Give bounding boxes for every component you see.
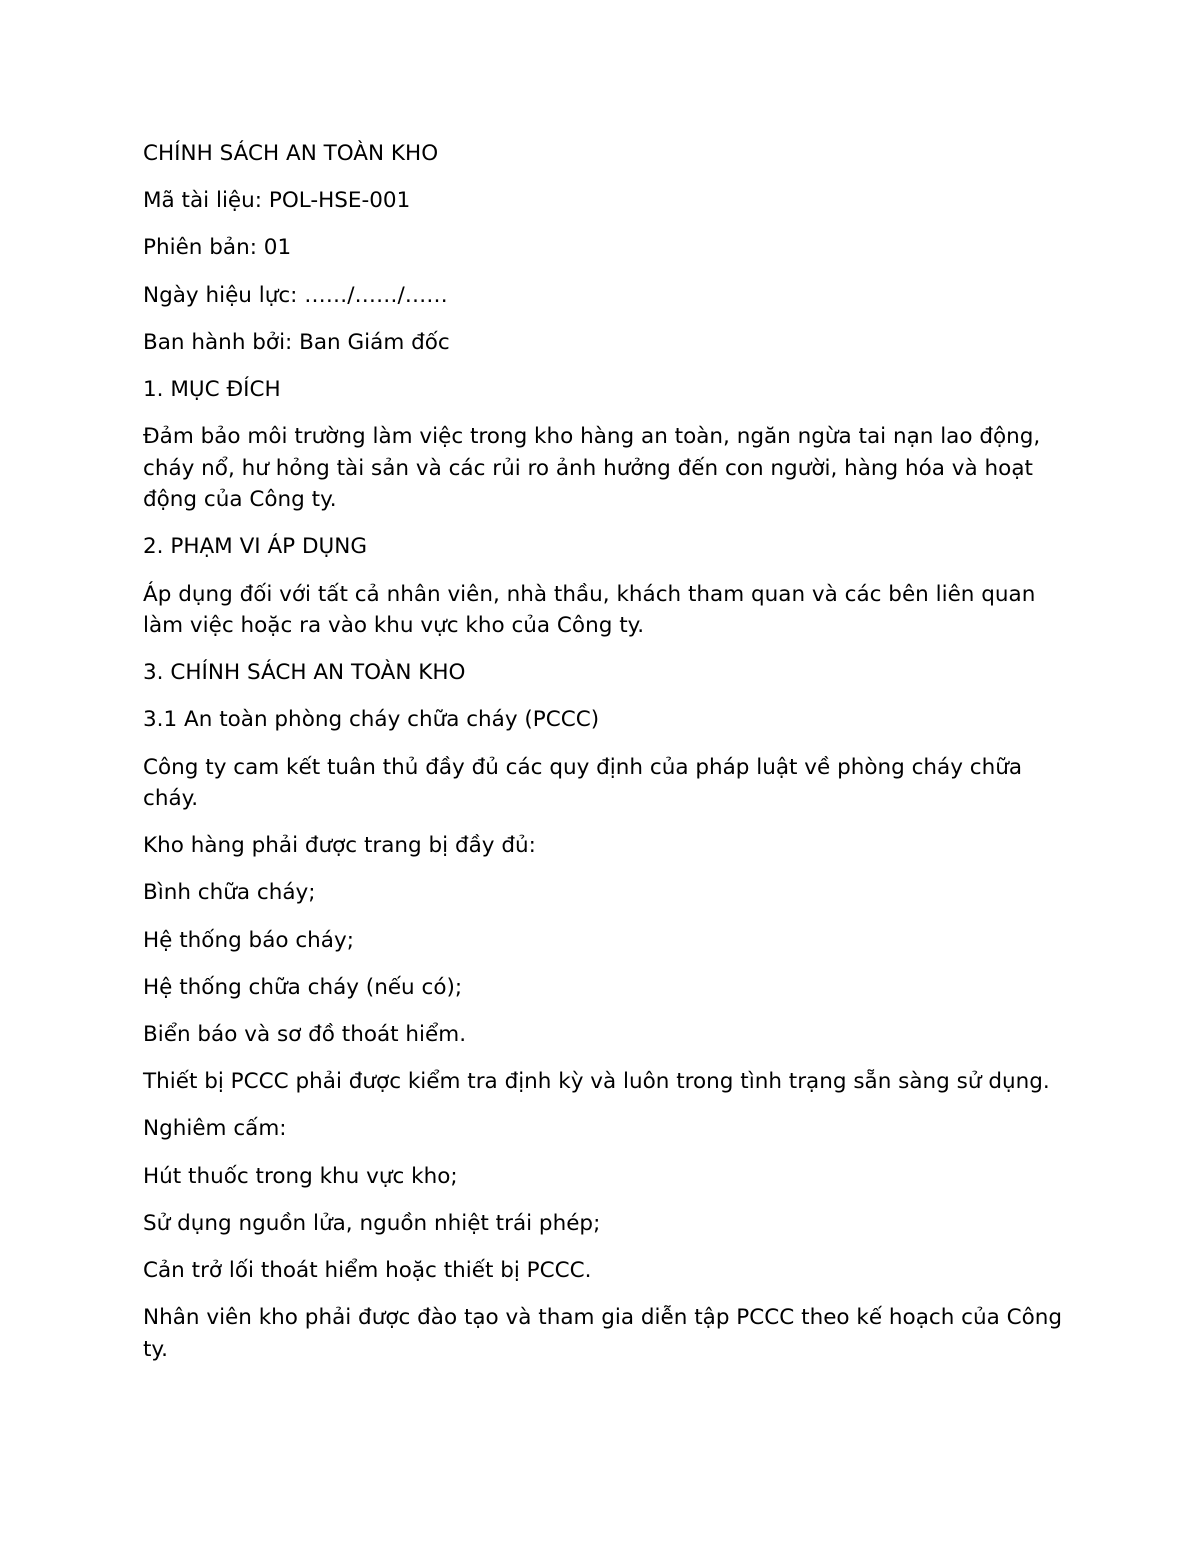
paragraph-inspection: Thiết bị PCCC phải được kiểm tra định kỳ và luôn trong tình trạng sẵn sàng sử dụng. [143,1069,1050,1095]
paragraph-equipment-intro: Kho hàng phải được trang bị đầy đủ: [143,833,536,859]
list-item-no-fire-sources: Sử dụng nguồn lửa, nguồn nhiệt trái phép; [143,1210,601,1236]
document-version: Phiên bản: 01 [143,235,292,261]
section-heading-policy: 3. CHÍNH SÁCH AN TOÀN KHO [143,660,466,686]
paragraph-scope: Áp dụng đối với tất cả nhân viên, nhà thầu, khách tham quan và các bên liên quan làm việc hoặc ra vào khu vực kho của Công ty. [143,581,1036,638]
document-effective-date: Ngày hiệu lực: ……/……/…… [143,282,448,308]
list-item-evacuation-signs: Biển báo và sơ đồ thoát hiểm. [143,1022,467,1047]
document-body [143,138,1063,1381]
list-item-extinguisher: Bình chữa cháy; [143,880,316,906]
list-item-alarm-system: Hệ thống báo cháy; [143,927,354,953]
list-item-suppression-system: Hệ thống chữa cháy (nếu có); [143,974,463,1000]
list-item-no-obstruction: Cản trở lối thoát hiểm hoặc thiết bị PCCC. [143,1257,592,1283]
paragraph-prohibited-intro: Nghiêm cấm: [143,1116,287,1142]
section-heading-purpose: 1. MỤC ĐÍCH [143,376,281,402]
paragraph-commitment: Công ty cam kết tuân thủ đầy đủ các quy định của pháp luật về phòng cháy chữa cháy. [143,754,1023,812]
section-heading-scope: 2. PHẠM VI ÁP DỤNG [143,534,367,560]
paragraph-training: Nhân viên kho phải được đào tạo và tham gia diễn tập PCCC theo kế hoạch của Công ty. [143,1305,1063,1362]
list-item-no-smoking: Hút thuốc trong khu vực kho; [143,1163,458,1189]
paragraph-purpose: Đảm bảo môi trường làm việc trong kho hàng an toàn, ngăn ngừa tai nạn lao động, cháy nổ, hư hỏng tài sản và các rủi ro ảnh hưởng đến con người, hàng hóa và hoạt động của Công ty. [143,424,1041,513]
document-code: Mã tài liệu: POL-HSE-001 [143,188,411,214]
subsection-heading-fire-safety: 3.1 An toàn phòng cháy chữa cháy (PCCC) [143,707,600,733]
document-issued-by: Ban hành bởi: Ban Giám đốc [143,329,450,355]
document-title: CHÍNH SÁCH AN TOÀN KHO [143,141,439,166]
